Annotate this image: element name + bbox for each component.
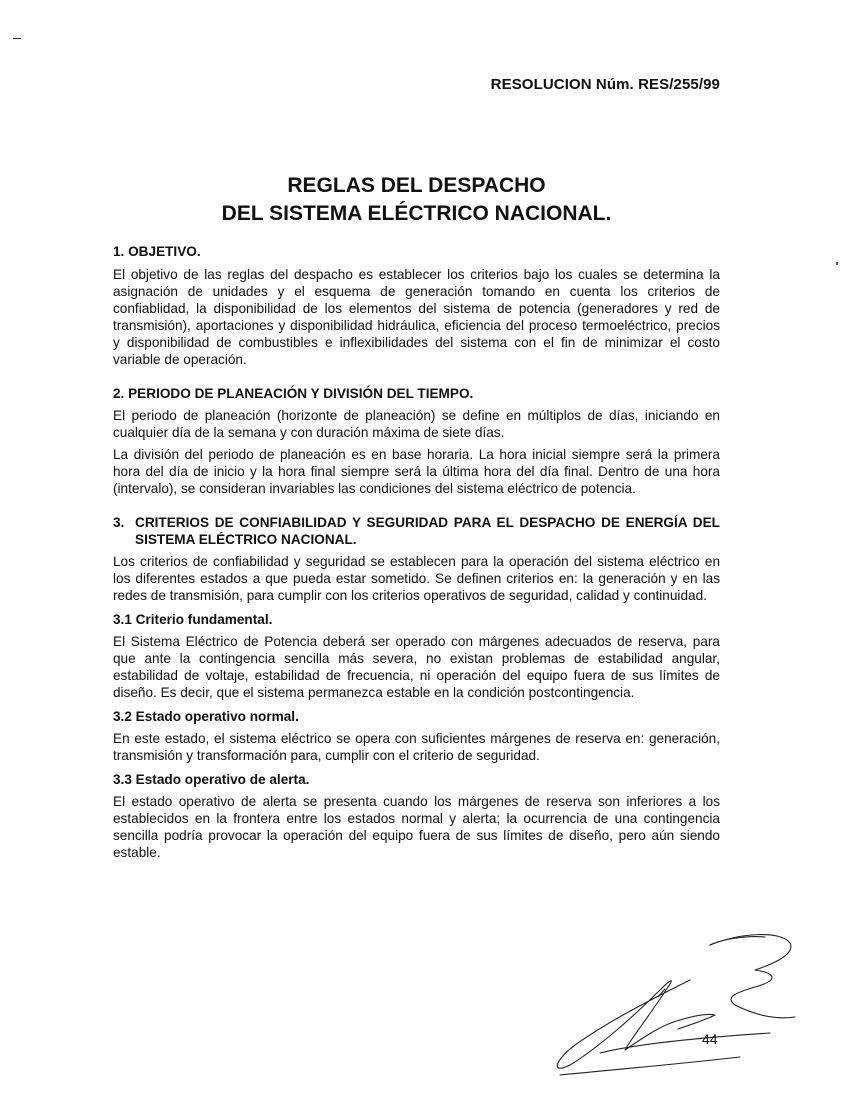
section-1-paragraph: El objetivo de las reglas del despacho es establecer los criterios bajo los cuales se determina la asignación de unidades y el esquema de generación tomando en cuenta los criterios de confiablidad, la disponibilidad de los elementos del sistema de potencia (generadores y red de transmisión), aportaciones y disponibilidad hidráulica, eficiencia del proceso termoeléctrico, precios y disponibilidad de combustibles e inflexibilidades del sistema con el fin de minimizar el costo variable de operación. [113,267,720,367]
section-3-paragraph: Los criterios de confiabilidad y seguridad se establecen para la operación del sistema eléctrico en los diferentes estados a que pueda estar sometido. Se definen criterios en: la generación y en las redes de transmisión, para cumplir con los criterios operativos de seguridad, calidad y continuidad. [113,554,720,603]
document-title [113,172,720,228]
section-3-heading [113,514,720,548]
section-3-1-heading: 3.1 Criterio fundamental. [113,612,273,627]
section-2-paragraph-2: La división del periodo de planeación es en base horaria. La hora inicial siempre será la primera hora del día de inicio y la hora final siempre será la última hora del día final. Dentro de una hora (intervalo), se consideran invariables las condiciones del sistema eléctrico de potencia. [113,447,720,496]
scan-speck [836,262,838,265]
section-2-paragraph-1: El periodo de planeación (horizonte de planeación) se define en múltiplos de días, iniciando en cualquier día de la semana y con duración máxima de siete días. [113,408,720,440]
section-3-1-paragraph: El Sistema Eléctrico de Potencia deberá ser operado con márgenes adecuados de reserva, para que ante la contingencia sencilla más severa, no existan problemas de estabilidad angular, estabilidad de voltaje, estabilidad de frecuencia, ni operación del equipo fuera de sus límites de diseño. Es decir, que el sistema permanezca estable en la condición postcontingencia. [113,634,720,700]
resolution-reference: RESOLUCION Núm. RES/255/99 [490,76,720,93]
section-3-3-paragraph: El estado operativo de alerta se presenta cuando los márgenes de reserva son inferiores a los establecidos en la frontera entre los estados normal y alerta; la ocurrencia de una contingencia sencilla podría provocar la operación del equipo fuera de sus límites de diseño, pero aún siendo estable. [113,794,720,860]
section-3-2-paragraph: En este estado, el sistema eléctrico se opera con suficientes márgenes de reserva en: generación, transmisión y transformación para, cumplir con el criterio de seguridad. [113,731,720,763]
scan-mark [13,38,21,39]
section-1-heading: 1. OBJETIVO. [113,244,201,259]
page-number: 44 [702,1031,718,1047]
document-body [113,243,720,861]
section-3-2-heading: 3.2 Estado operativo normal. [113,709,299,724]
handwritten-signature [540,925,810,1085]
section-3-3-heading: 3.3 Estado operativo de alerta. [113,772,310,787]
section-3-number: 3. [113,515,125,530]
section-2-heading: 2. PERIODO DE PLANEACIÓN Y DIVISIÓN DEL TIEMPO. [113,386,474,401]
title-line-2: DEL SISTEMA ELÉCTRICO NACIONAL. [221,202,612,225]
title-line-1: REGLAS DEL DESPACHO [287,174,546,197]
section-3-heading-text: CRITERIOS DE CONFIABILIDAD Y SEGURIDAD PARA EL DESPACHO DE ENERGÍA DEL SISTEMA ELÉCTRICO NACIONAL. [135,515,720,547]
